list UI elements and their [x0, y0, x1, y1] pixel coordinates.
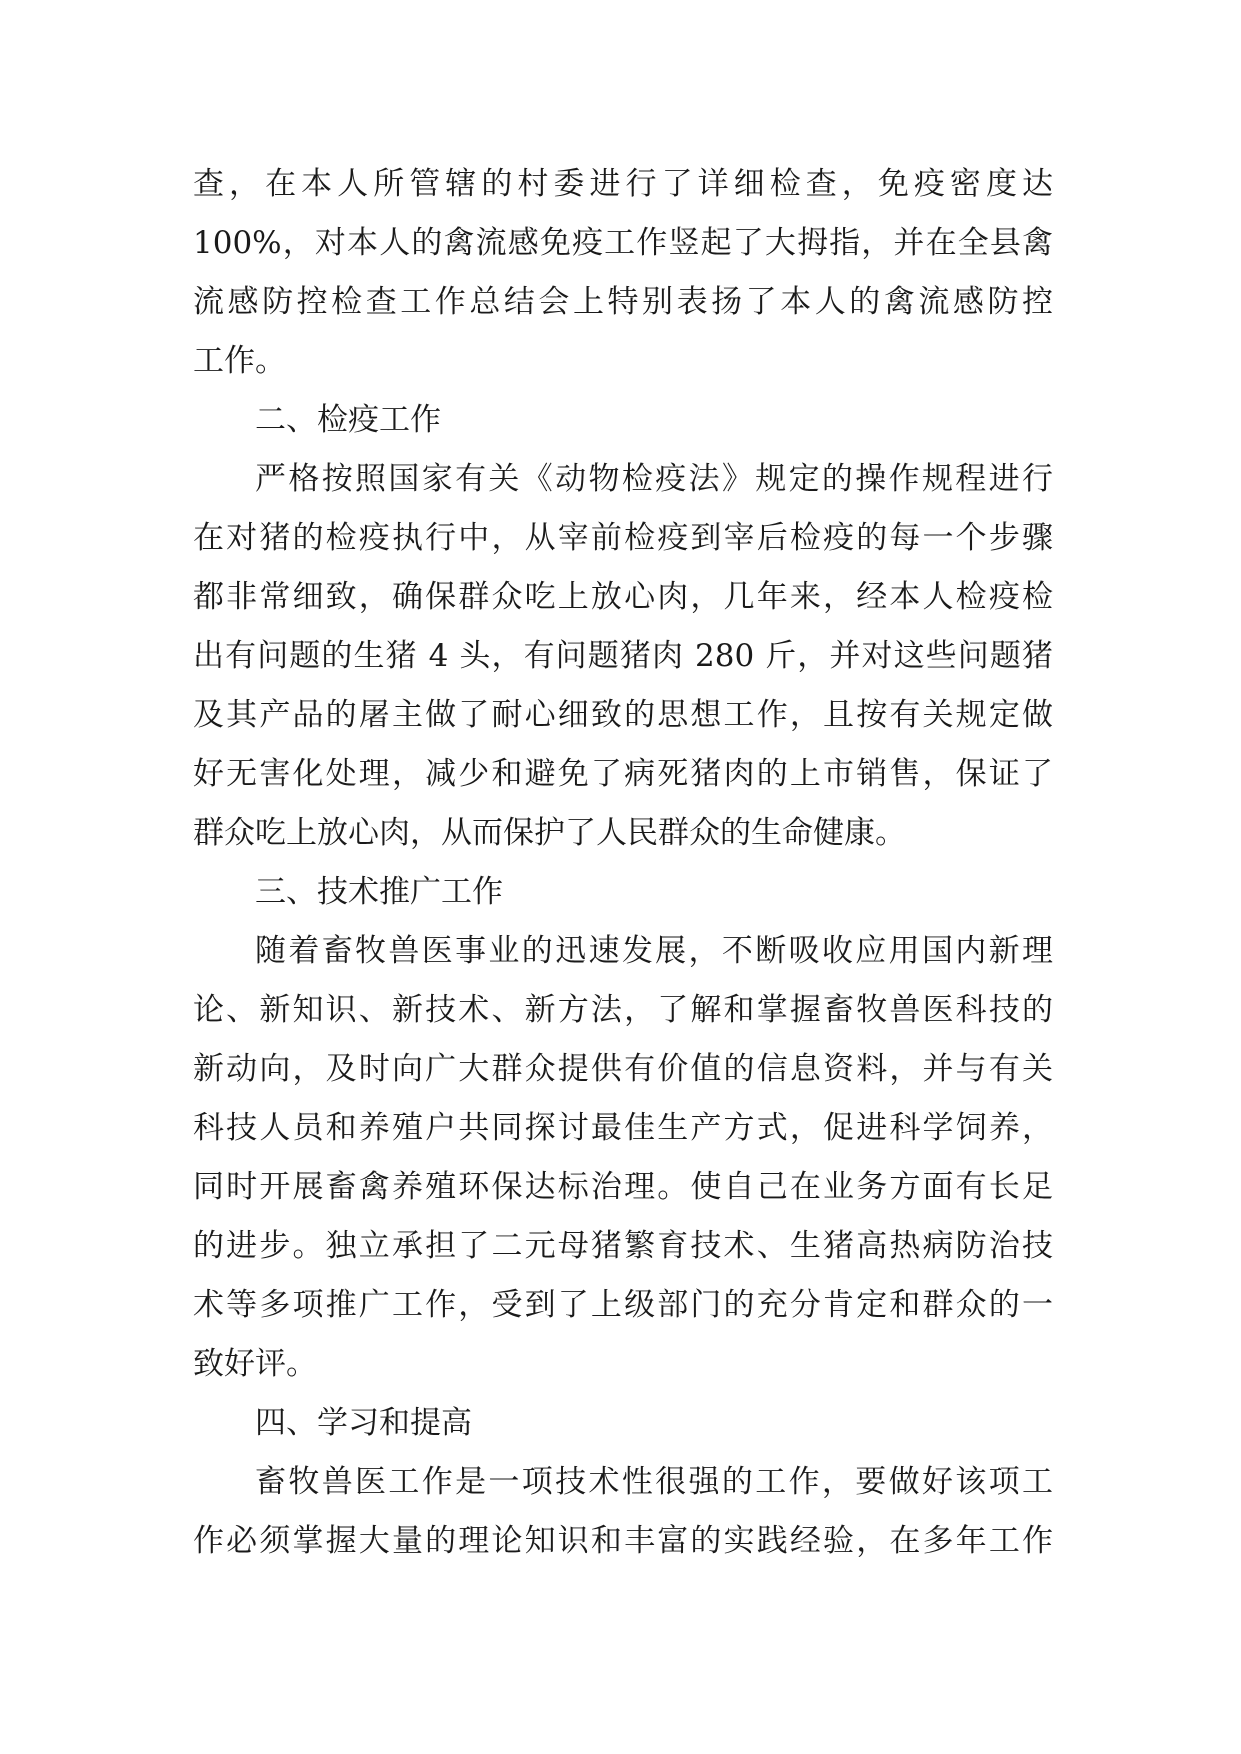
paragraph-line: 工作。: [193, 343, 286, 379]
paragraph-line: 致好评。: [193, 1346, 317, 1382]
paragraph-line: 新动向，及时向广大群众提供有价值的信息资料，并与有关: [193, 1051, 1053, 1087]
section-heading: 二、检疫工作: [255, 402, 441, 438]
paragraph-line: 科技人员和养殖户共同探讨最佳生产方式，促进科学饲养，: [193, 1110, 1053, 1146]
paragraph-line: 畜牧兽医工作是一项技术性很强的工作，要做好该项工: [255, 1464, 1053, 1500]
paragraph-line: 作必须掌握大量的理论知识和丰富的实践经验，在多年工作: [193, 1523, 1053, 1559]
paragraph-line: 100%，对本人的禽流感免疫工作竖起了大拇指，并在全县禽: [193, 225, 1053, 261]
paragraph-line: 严格按照国家有关《动物检疫法》规定的操作规程进行: [255, 461, 1053, 497]
paragraph-line: 的进步。独立承担了二元母猪繁育技术、生猪高热病防治技: [193, 1228, 1053, 1264]
paragraph-line: 好无害化处理，减少和避免了病死猪肉的上市销售，保证了: [193, 756, 1053, 792]
paragraph-line: 随着畜牧兽医事业的迅速发展，不断吸收应用国内新理: [255, 933, 1053, 969]
paragraph-line: 在对猪的检疫执行中，从宰前检疫到宰后检疫的每一个步骤: [193, 520, 1053, 556]
section-heading: 三、技术推广工作: [255, 874, 503, 910]
paragraph-line: 出有问题的生猪 4 头，有问题猪肉 280 斤，并对这些问题猪: [193, 638, 1053, 674]
paragraph-line: 术等多项推广工作，受到了上级部门的充分肯定和群众的一: [193, 1287, 1053, 1323]
paragraph-line: 论、新知识、新技术、新方法，了解和掌握畜牧兽医科技的: [193, 992, 1053, 1028]
paragraph-line: 同时开展畜禽养殖环保达标治理。使自己在业务方面有长足: [193, 1169, 1053, 1205]
paragraph-line: 查，在本人所管辖的村委进行了详细检查，免疫密度达: [193, 166, 1053, 202]
paragraph-line: 都非常细致，确保群众吃上放心肉，几年来，经本人检疫检: [193, 579, 1053, 615]
paragraph-line: 群众吃上放心肉，从而保护了人民群众的生命健康。: [193, 815, 906, 851]
paragraph-line: 及其产品的屠主做了耐心细致的思想工作，且按有关规定做: [193, 697, 1053, 733]
document-body: [193, 155, 1053, 1571]
section-heading: 四、学习和提高: [255, 1405, 472, 1441]
paragraph-line: 流感防控检查工作总结会上特别表扬了本人的禽流感防控: [193, 284, 1053, 320]
